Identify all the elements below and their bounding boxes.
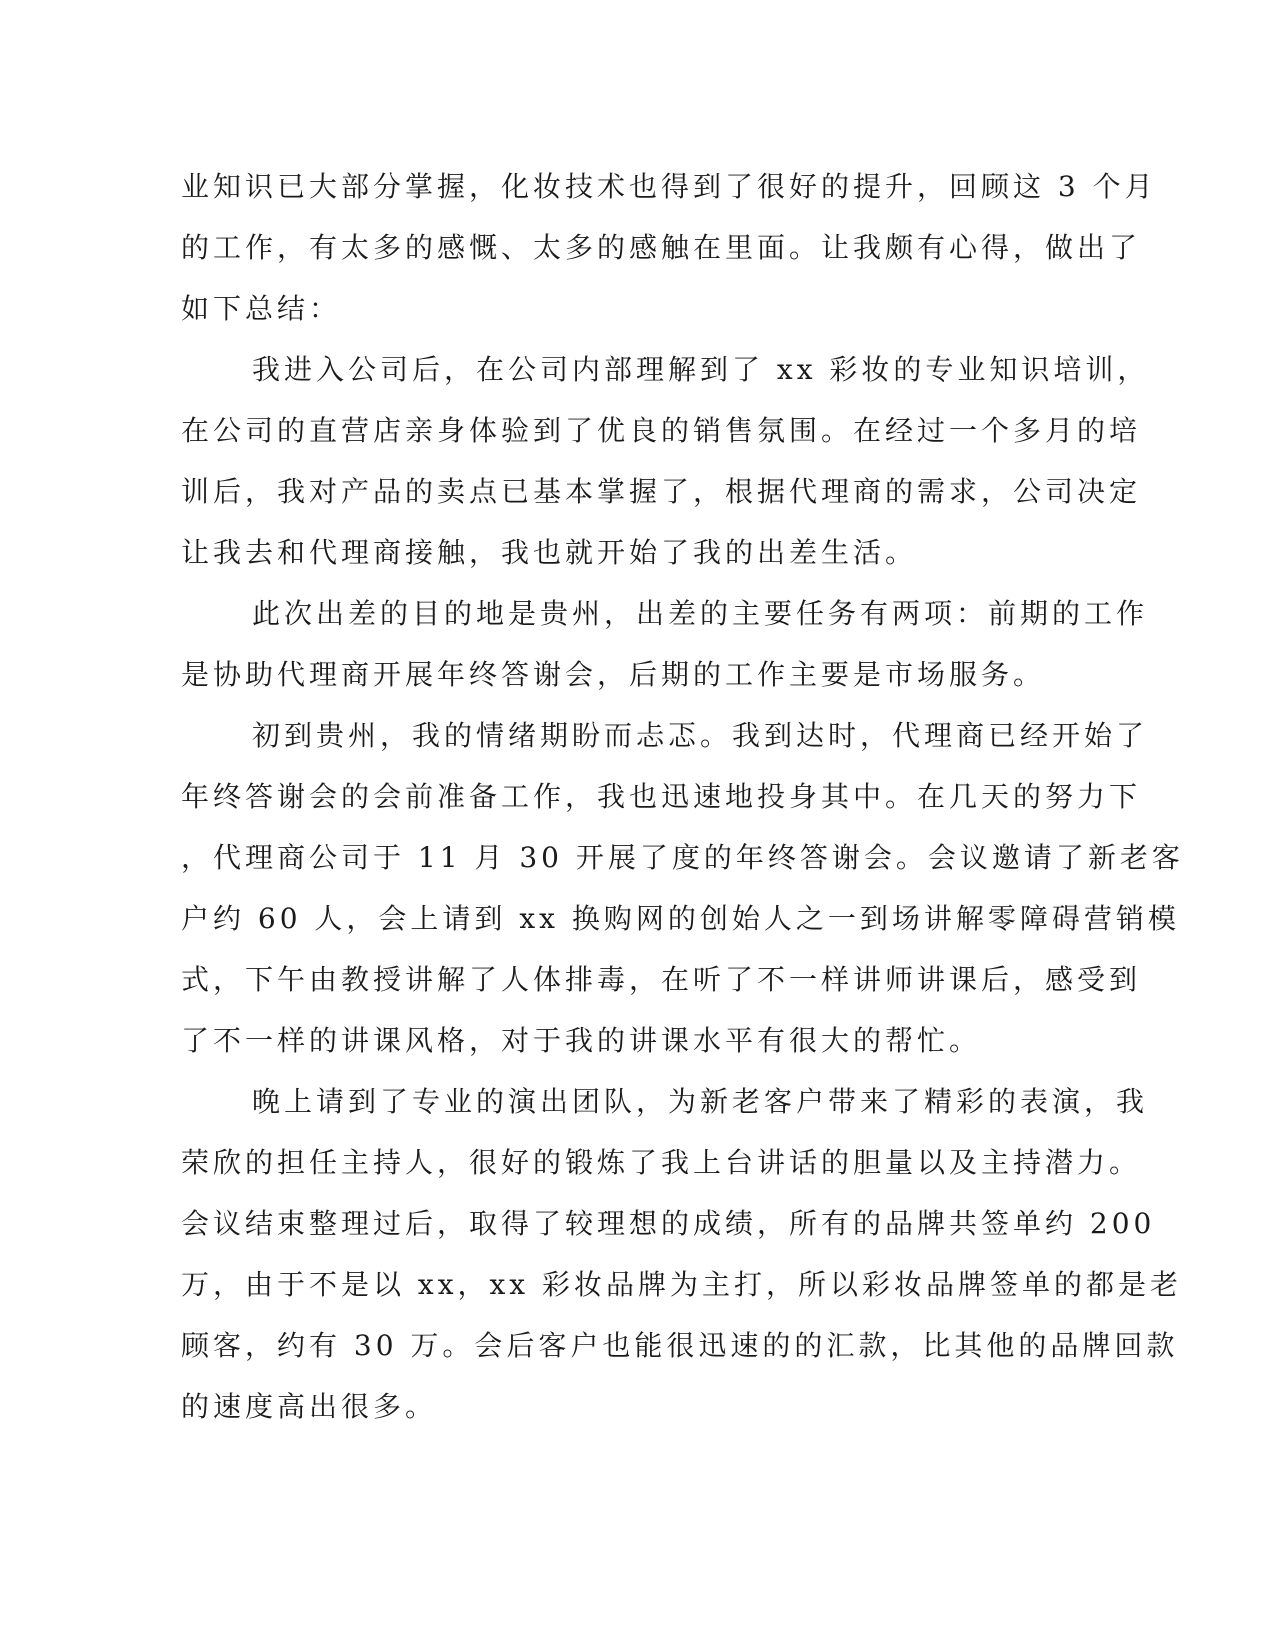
text-line: ，代理商公司于 11 月 30 开展了度的年终答谢会。会议邀请了新老客 — [181, 841, 1184, 874]
text-line: 业知识已大部分掌握，化妆技术也得到了很好的提升，回顾这 3 个月 — [181, 170, 1157, 203]
paragraph-first-line: 我进入公司后，在公司内部理解到了 xx 彩妆的专业知识培训， — [252, 353, 1150, 386]
paragraph-first-line: 此次出差的目的地是贵州，出差的主要任务有两项：前期的工作 — [252, 597, 1149, 630]
text-line: 让我去和代理商接触，我也就开始了我的出差生活。 — [181, 536, 918, 569]
text-line: 年终答谢会的会前准备工作，我也迅速地投身其中。在几天的努力下 — [181, 780, 1142, 813]
text-line: 如下总结： — [181, 292, 342, 325]
text-line: 万，由于不是以 xx，xx 彩妆品牌为主打，所以彩妆品牌签单的都是老 — [181, 1268, 1182, 1301]
text-line: 是协助代理商开展年终答谢会，后期的工作主要是市场服务。 — [181, 658, 1046, 691]
text-line: 的速度高出很多。 — [181, 1390, 438, 1423]
text-line: 在公司的直营店亲身体验到了优良的销售氛围。在经过一个多月的培 — [181, 414, 1142, 447]
text-line: 顾客，约有 30 万。会后客户也能很迅速的的汇款，比其他的品牌回款 — [181, 1329, 1179, 1362]
text-line: 荣欣的担任主持人，很好的锻炼了我上台讲话的胆量以及主持潜力。 — [181, 1146, 1142, 1179]
document-body — [181, 156, 1184, 1437]
paragraph-first-line: 初到贵州，我的情绪期盼而忐忑。我到达时，代理商已经开始了 — [252, 719, 1149, 752]
text-line: 会议结束整理过后，取得了较理想的成绩，所有的品牌共签单约 200 — [181, 1207, 1156, 1240]
text-line: 了不一样的讲课风格，对于我的讲课水平有很大的帮忙。 — [181, 1024, 982, 1057]
text-line: 训后，我对产品的卖点已基本掌握了，根据代理商的需求，公司决定 — [181, 475, 1142, 508]
text-line: 的工作，有太多的感慨、太多的感触在里面。让我颇有心得，做出了 — [181, 231, 1142, 264]
paragraph-first-line: 晚上请到了专业的演出团队，为新老客户带来了精彩的表演，我 — [252, 1085, 1149, 1118]
text-line: 式，下午由教授讲解了人体排毒，在听了不一样讲师讲课后，感受到 — [181, 963, 1142, 996]
text-line: 户约 60 人，会上请到 xx 换购网的创始人之一到场讲解零障碍营销模 — [181, 902, 1180, 935]
